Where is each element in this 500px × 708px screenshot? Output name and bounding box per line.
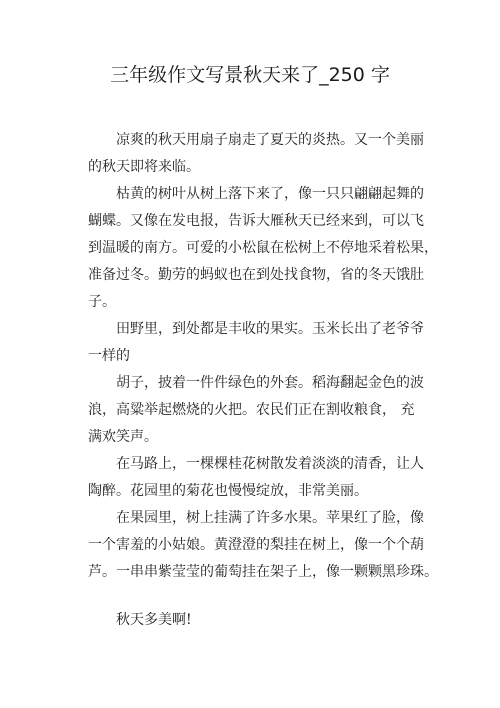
- text-line: 浪，高粱举起燃烧的火把。农民们正在割收粮食， 充: [88, 402, 415, 418]
- text-line: 满欢笑声。: [88, 429, 158, 445]
- text-line: 子。: [88, 294, 116, 310]
- text-line: 胡子，披着一件件绿色的外套。稻海翻起金色的波: [116, 375, 424, 391]
- text-line: 秋天多美啊!: [116, 612, 192, 628]
- text-line: 田野里，到处都是丰收的果实。玉米长出了老爷爷: [116, 321, 424, 337]
- page-title: 三年级作文写景秋天来了_250 字: [110, 64, 390, 86]
- text-line: 陶醉。花园里的菊花也慢慢绽放，非常美丽。: [88, 483, 368, 499]
- text-line: 芦。一串串紫莹莹的葡萄挂在架子上，像一颗颗黑珍珠。: [88, 564, 438, 580]
- text-line: 凉爽的秋天用扇子扇走了夏天的炎热。又一个美丽: [116, 132, 424, 148]
- text-line: 到温暖的南方。可爱的小松鼠在松树上不停地采着松果，: [88, 240, 438, 256]
- text-line: 一样的: [88, 348, 130, 364]
- text-line: 准备过冬。勤劳的蚂蚁也在到处找食物，省的冬天饿肚: [88, 267, 424, 283]
- text-line: 的秋天即将来临。: [88, 159, 200, 175]
- text-line: 在马路上，一棵棵桂花树散发着淡淡的清香，让人: [116, 456, 424, 472]
- text-line: 一个害羞的小姑娘。黄澄澄的梨挂在树上，像一个个葫: [88, 537, 424, 553]
- text-line: 蝴蝶。又像在发电报，告诉大雁秋天已经来到，可以飞: [88, 213, 424, 229]
- text-line: 枯黄的树叶从树上落下来了，像一只只翩翩起舞的: [116, 186, 424, 202]
- text-line: 在果园里，树上挂满了许多水果。苹果红了脸，像: [116, 510, 424, 526]
